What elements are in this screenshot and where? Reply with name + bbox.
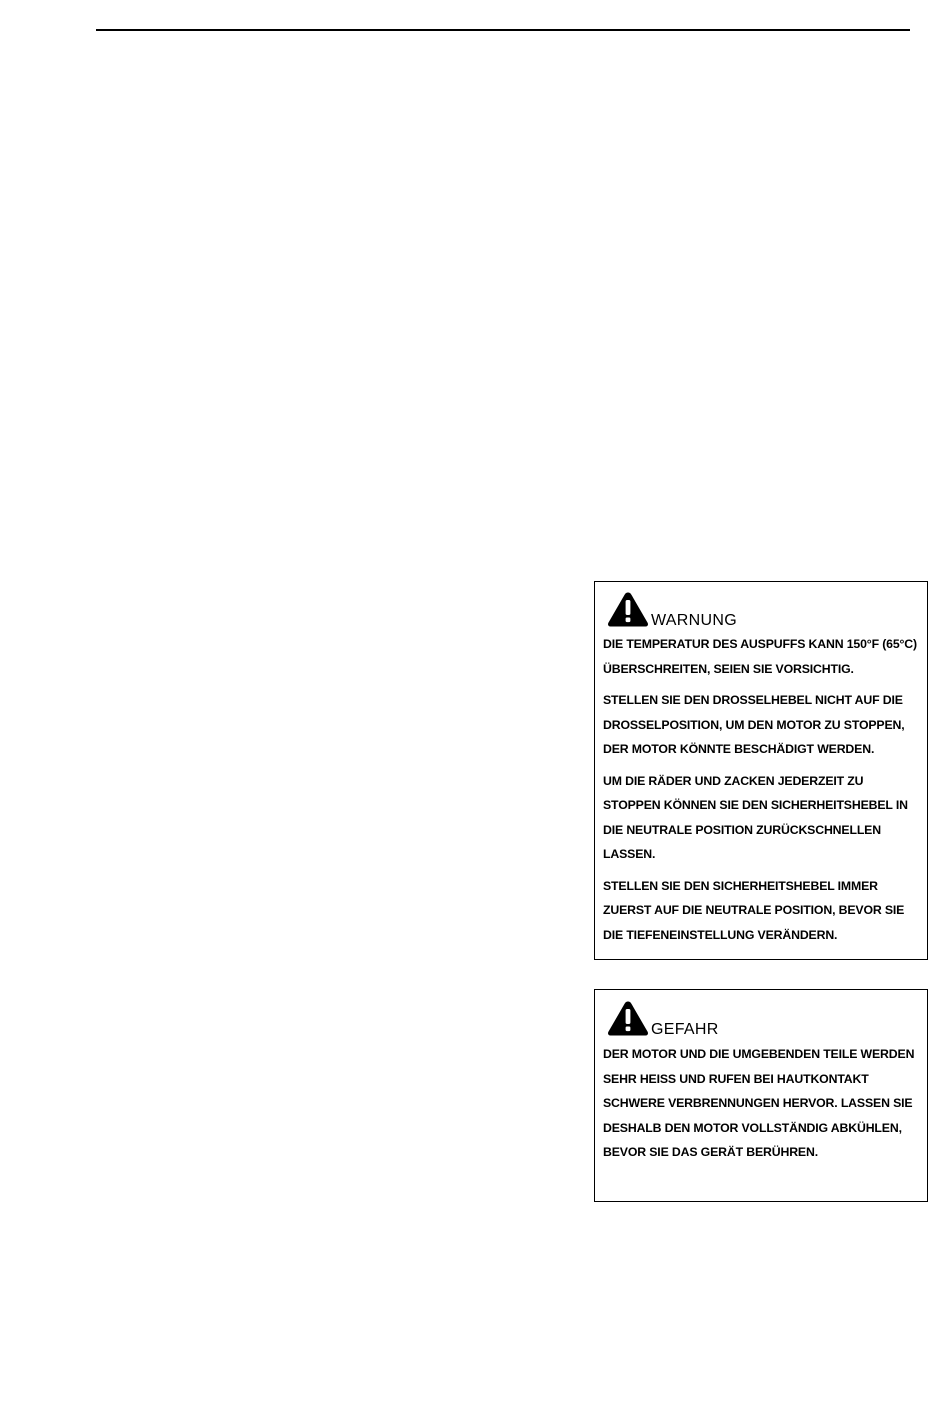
warning-paragraph-safety-lever: UM DIE RÄDER UND ZACKEN JEDERZEIT ZU STOPPEN KÖNNEN SIE DEN SICHERHEITSHEBEL IN DIE NEUTRALE POSITION ZURÜCKSCHNELLEN LASSEN. [603, 773, 908, 861]
danger-notice-header [606, 999, 921, 1037]
warning-paragraph-depth-setting: STELLEN SIE DEN SICHERHEITSHEBEL IMMER ZUERST AUF DIE NEUTRALE POSITION, BEVOR SIE DIE TIEFENEINSTELLUNG VERÄNDERN. [603, 878, 905, 942]
warning-notice-title: WARNUNG [651, 612, 737, 629]
warning-triangle-icon [606, 999, 650, 1037]
warning-triangle-icon [606, 590, 650, 628]
header-rule [96, 29, 910, 31]
warning-notice-header [606, 590, 921, 628]
danger-notice-box [594, 989, 928, 1202]
danger-notice-title: GEFAHR [651, 1021, 719, 1038]
danger-paragraph-hot-engine: DER MOTOR UND DIE UMGEBENDEN TEILE WERDEN SEHR HEISS UND RUFEN BEI HAUTKONTAKT SCHWERE VERBRENNUNGEN HERVOR. LASSEN SIE DESHALB DEN MOTOR VOLLSTÄNDIG ABKÜHLEN, BEVOR SIE DAS GERÄT BERÜHREN. [603, 1047, 915, 1159]
warning-paragraph-exhaust: DIE TEMPERATUR DES AUSPUFFS KANN 150°F (65°C) ÜBERSCHREITEN, SEIEN SIE VORSICHTIG. [603, 637, 917, 676]
warning-notice-box [594, 581, 928, 960]
warning-paragraph-throttle: STELLEN SIE DEN DROSSELHEBEL NICHT AUF DIE DROSSELPOSITION, UM DEN MOTOR ZU STOPPEN, DER MOTOR KÖNNTE BESCHÄDIGT WERDEN. [603, 693, 905, 756]
